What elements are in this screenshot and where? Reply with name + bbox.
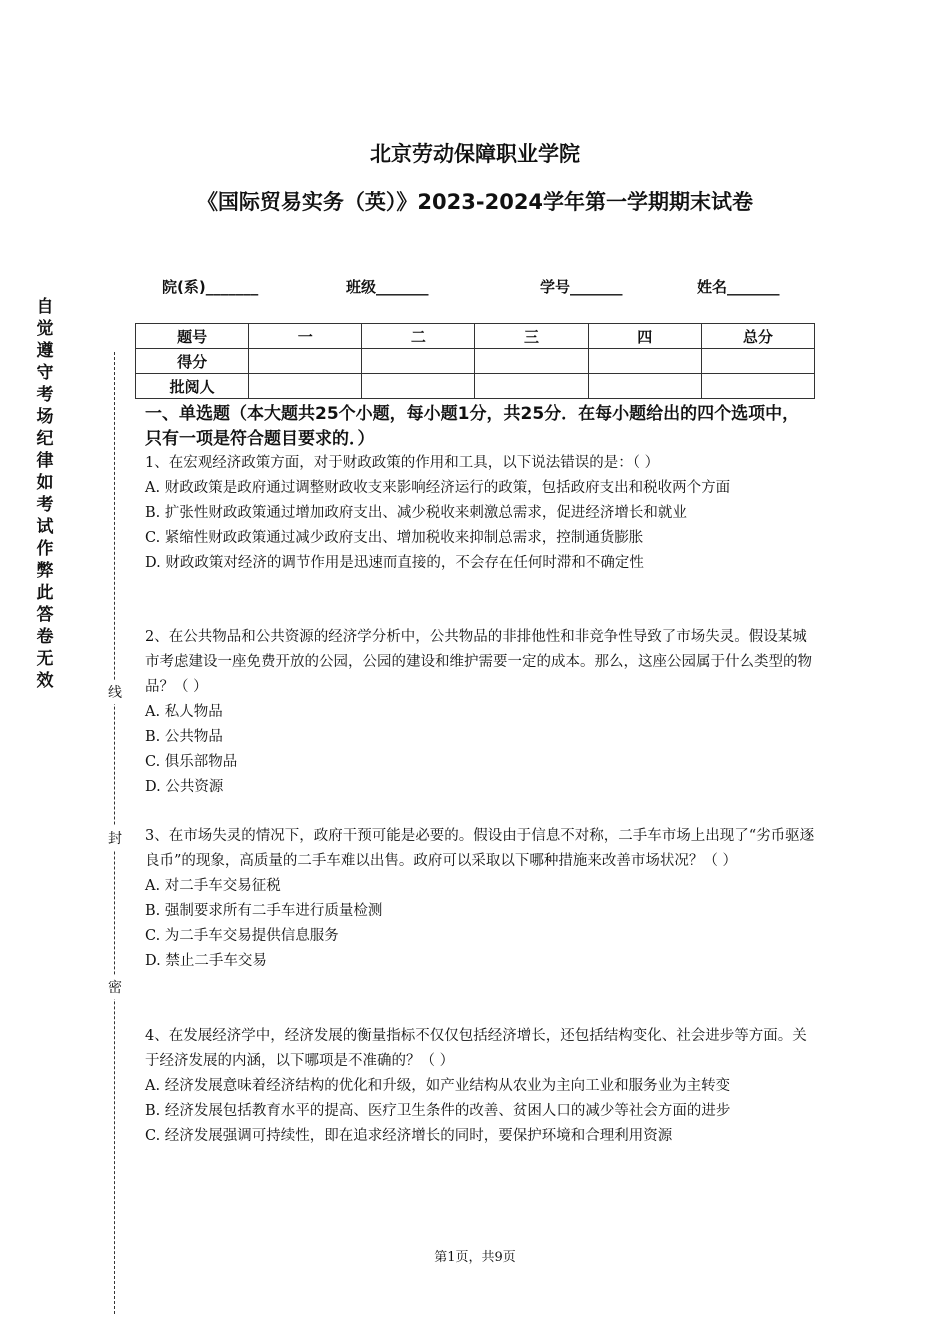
side-char: 遵 xyxy=(36,341,54,361)
option: D. 财政政策对经济的调节作用是迅速而直接的，不会存在任何时滞和不确定性 xyxy=(145,555,644,571)
score-row-label: 得分 xyxy=(136,349,249,374)
option: D. 禁止二手车交易 xyxy=(145,953,267,969)
question-1 xyxy=(145,451,815,576)
side-char: 答 xyxy=(36,605,54,625)
option: B. 公共物品 xyxy=(145,729,223,745)
side-char: 卷 xyxy=(36,627,54,647)
option: C. 为二手车交易提供信息服务 xyxy=(145,928,339,944)
question-2 xyxy=(145,625,815,800)
side-char: 无 xyxy=(36,649,54,669)
option: C. 俱乐部物品 xyxy=(145,754,238,770)
grader-cell xyxy=(701,374,814,399)
exam-title: 《国际贸易实务（英）》2023-2024学年第一学期期末试卷 xyxy=(196,190,754,214)
score-table xyxy=(135,323,815,399)
score-cell xyxy=(701,349,814,374)
class-field: 班级_______ xyxy=(346,278,429,296)
score-cell xyxy=(362,349,475,374)
question-4 xyxy=(145,1024,815,1149)
side-char: 弊 xyxy=(36,561,54,581)
name-field: 姓名_______ xyxy=(697,278,780,296)
side-char: 律 xyxy=(36,451,54,471)
option: A. 对二手车交易征税 xyxy=(145,878,281,894)
question-stem: 1、在宏观经济政策方面，对于财政政策的作用和工具，以下说法错误的是：（ ） xyxy=(145,455,660,471)
score-header-cell: 一 xyxy=(249,324,362,349)
score-header-cell: 三 xyxy=(475,324,588,349)
option: C. 紧缩性财政政策通过减少政府支出、增加税收来抑制总需求，控制通货膨胀 xyxy=(145,530,644,546)
question-stem: 2、在公共物品和公共资源的经济学分析中，公共物品的非排他性和非竞争性导致了市场失灵。假设某城市考虑建设一座免费开放的公园，公园的建设和维护需要一定的成本。那么，这座公园属于什么类型的物品？（ ） xyxy=(145,629,812,695)
score-cell xyxy=(475,349,588,374)
option: A. 私人物品 xyxy=(145,704,223,720)
grader-row xyxy=(136,374,815,399)
grader-cell xyxy=(249,374,362,399)
option: C. 经济发展强调可持续性，即在追求经济增长的同时，要保护环境和合理利用资源 xyxy=(145,1128,673,1144)
side-char: 守 xyxy=(36,363,54,383)
score-row xyxy=(136,349,815,374)
margin-mark-seal: 封 xyxy=(106,826,124,850)
score-cell xyxy=(249,349,362,374)
side-char: 试 xyxy=(36,517,54,537)
side-char: 纪 xyxy=(36,429,54,449)
grader-cell xyxy=(475,374,588,399)
grader-cell xyxy=(588,374,701,399)
side-char: 考 xyxy=(36,385,54,405)
option: D. 公共资源 xyxy=(145,779,224,795)
grader-row-label: 批阅人 xyxy=(136,374,249,399)
section-heading: 一、单选题（本大题共25个小题，每小题1分，共25分．在每小题给出的四个选项中，只有一项是符合题目要求的．） xyxy=(145,404,800,449)
score-header-cell: 二 xyxy=(362,324,475,349)
option: B. 经济发展包括教育水平的提高、医疗卫生条件的改善、贫困人口的减少等社会方面的进步 xyxy=(145,1103,731,1119)
question-3 xyxy=(145,824,815,974)
page-footer: 第1页，共9页 xyxy=(434,1250,516,1265)
grader-cell xyxy=(362,374,475,399)
side-char: 考 xyxy=(36,495,54,515)
side-char: 此 xyxy=(36,583,54,603)
question-stem: 4、在发展经济学中，经济发展的衡量指标不仅仅包括经济增长，还包括结构变化、社会进步等方面。关于经济发展的内涵，以下哪项是不准确的？（ ） xyxy=(145,1028,807,1069)
side-char: 如 xyxy=(36,473,54,493)
student-id-field: 学号_______ xyxy=(540,278,623,296)
option: B. 扩张性财政政策通过增加政府支出、减少税收来刺激总需求，促进经济增长和就业 xyxy=(145,505,687,521)
side-char: 作 xyxy=(36,539,54,559)
option: A. 经济发展意味着经济结构的优化和升级，如产业结构从农业为主向工业和服务业为主转变 xyxy=(145,1078,731,1094)
question-stem: 3、在市场失灵的情况下，政府干预可能是必要的。假设由于信息不对称，二手车市场上出现了“劣币驱逐良币”的现象，高质量的二手车难以出售。政府可以采取以下哪种措施来改善市场状况？（ ） xyxy=(145,828,815,869)
option: B. 强制要求所有二手车进行质量检测 xyxy=(145,903,383,919)
school-name: 北京劳动保障职业学院 xyxy=(370,142,580,166)
side-integrity-note xyxy=(34,296,56,692)
side-char: 觉 xyxy=(36,319,54,339)
score-header-cell: 四 xyxy=(588,324,701,349)
score-table-header-row xyxy=(136,324,815,349)
side-char: 场 xyxy=(36,407,54,427)
option: A. 财政政策是政府通过调整财政收支来影响经济运行的政策，包括政府支出和税收两个方面 xyxy=(145,480,731,496)
dept-field: 院(系)_______ xyxy=(162,278,259,296)
margin-mark-line: 线 xyxy=(106,680,124,704)
side-char: 自 xyxy=(36,297,54,317)
score-cell xyxy=(588,349,701,374)
score-header-cell: 总分 xyxy=(701,324,814,349)
side-char: 效 xyxy=(36,671,54,691)
score-header-cell: 题号 xyxy=(136,324,249,349)
margin-mark-secret: 密 xyxy=(106,975,124,999)
